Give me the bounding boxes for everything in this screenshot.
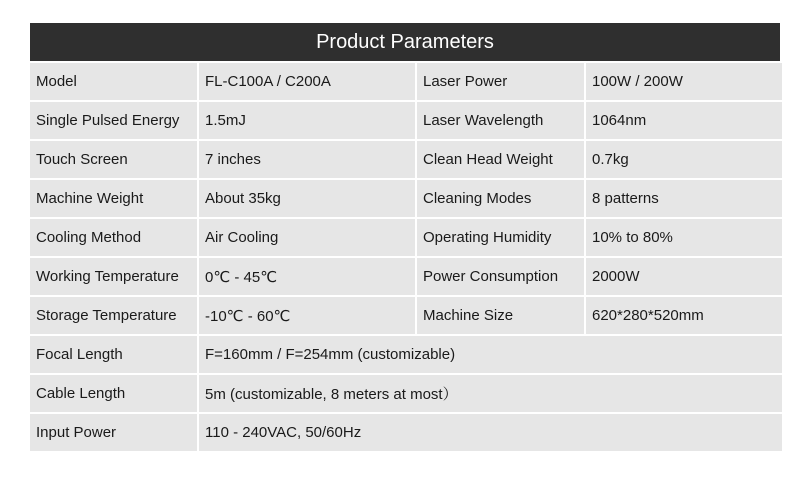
param-label: Storage Temperature xyxy=(30,297,197,334)
param-value: 0℃ - 45℃ xyxy=(199,258,415,295)
param-label: Machine Weight xyxy=(30,180,197,217)
parameters-grid xyxy=(30,63,780,451)
param-value: Air Cooling xyxy=(199,219,415,256)
param-label: Laser Wavelength xyxy=(417,102,584,139)
param-label: Cooling Method xyxy=(30,219,197,256)
table-title: Product Parameters xyxy=(30,23,780,61)
param-label: Working Temperature xyxy=(30,258,197,295)
param-label: Power Consumption xyxy=(417,258,584,295)
param-label: Laser Power xyxy=(417,63,584,100)
param-label: Model xyxy=(30,63,197,100)
param-label: Focal Length xyxy=(30,336,197,373)
param-value: 1064nm xyxy=(586,102,782,139)
param-value: 1.5mJ xyxy=(199,102,415,139)
param-value: 2000W xyxy=(586,258,782,295)
param-label: Clean Head Weight xyxy=(417,141,584,178)
param-value: 5m (customizable, 8 meters at most） xyxy=(199,375,782,412)
param-label: Operating Humidity xyxy=(417,219,584,256)
param-label: Touch Screen xyxy=(30,141,197,178)
param-value: 100W / 200W xyxy=(586,63,782,100)
param-label: Input Power xyxy=(30,414,197,451)
param-value: 0.7kg xyxy=(586,141,782,178)
param-value: -10℃ - 60℃ xyxy=(199,297,415,334)
param-label: Cable Length xyxy=(30,375,197,412)
param-value: About 35kg xyxy=(199,180,415,217)
param-value: F=160mm / F=254mm (customizable) xyxy=(199,336,782,373)
param-label: Cleaning Modes xyxy=(417,180,584,217)
param-label: Machine Size xyxy=(417,297,584,334)
param-value: 7 inches xyxy=(199,141,415,178)
param-value: 110 - 240VAC, 50/60Hz xyxy=(199,414,782,451)
param-label: Single Pulsed Energy xyxy=(30,102,197,139)
param-value: 620*280*520mm xyxy=(586,297,782,334)
param-value: 8 patterns xyxy=(586,180,782,217)
param-value: 10% to 80% xyxy=(586,219,782,256)
product-parameters-table xyxy=(30,23,780,451)
param-value: FL-C100A / C200A xyxy=(199,63,415,100)
